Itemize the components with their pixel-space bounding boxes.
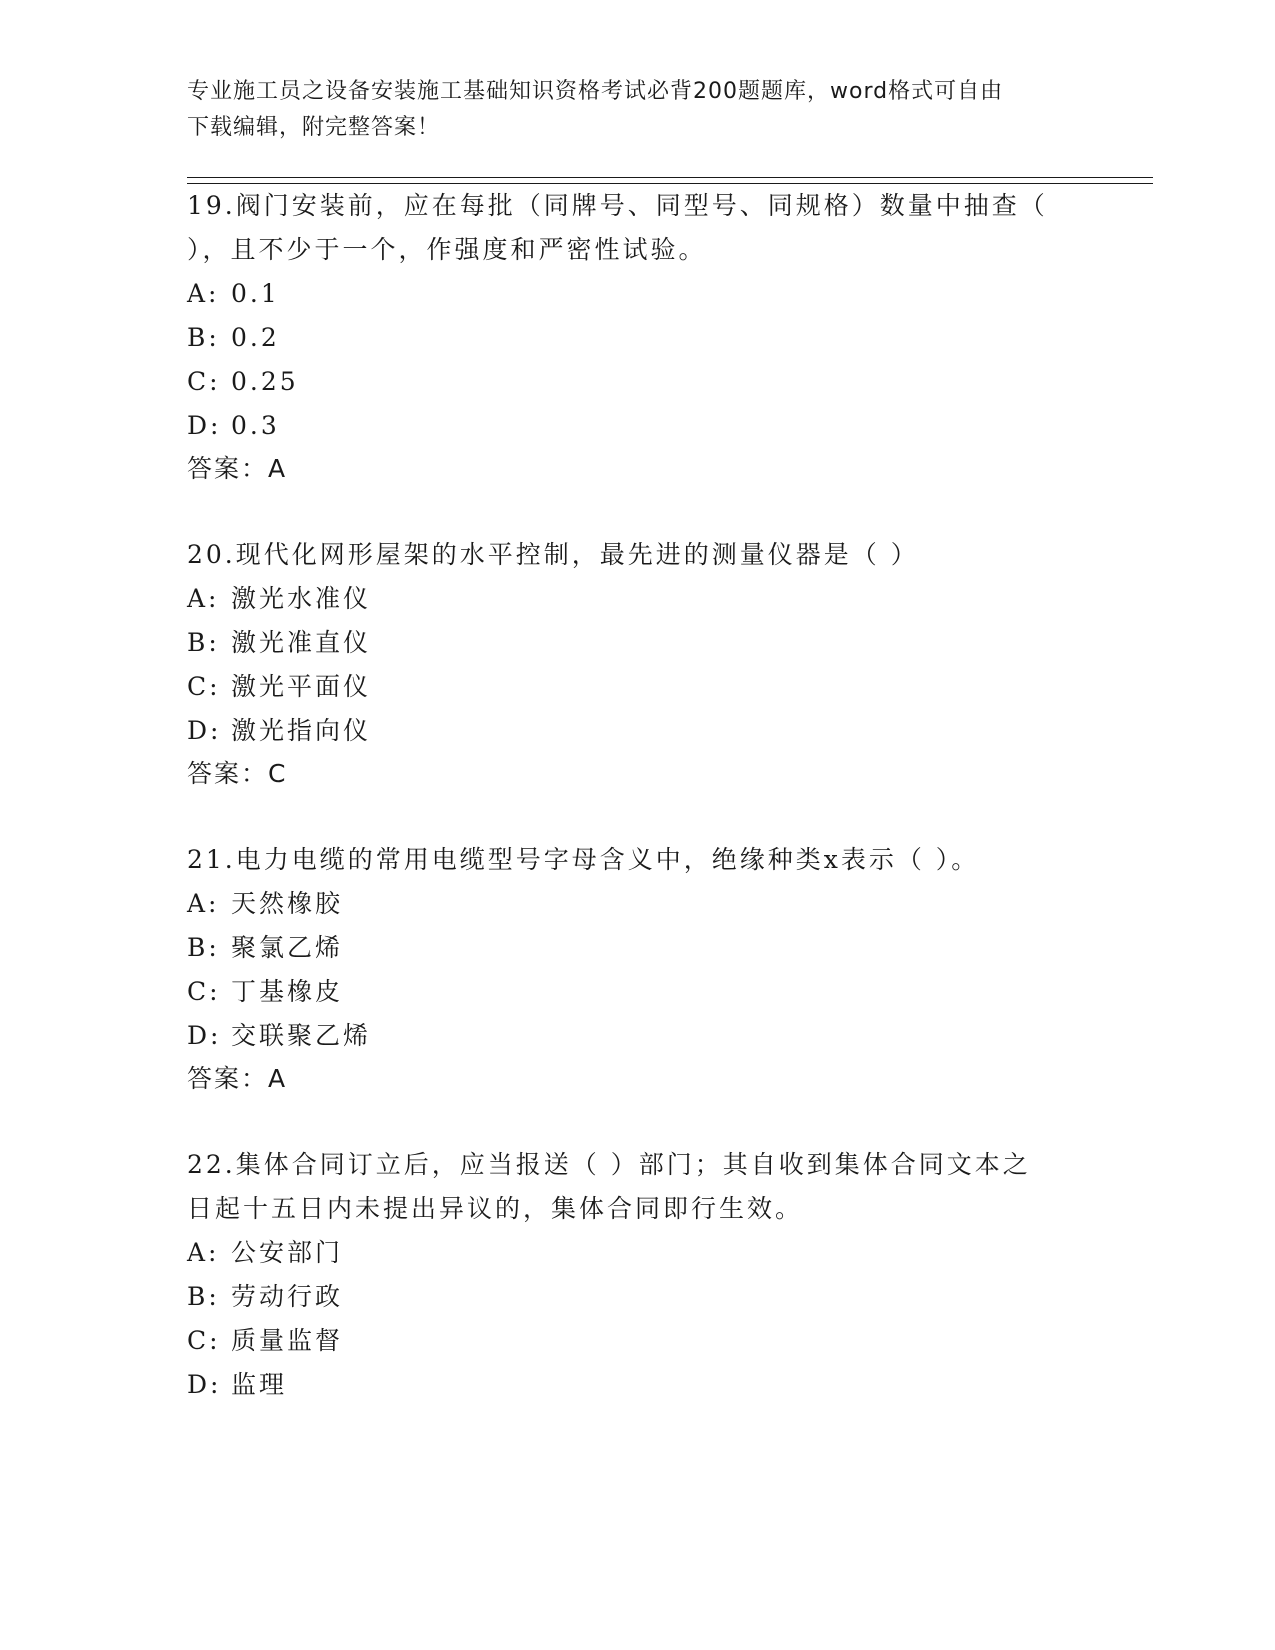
option-b [187, 323, 280, 353]
option-d [187, 716, 371, 746]
option-letter: A: [187, 279, 220, 308]
question-text-line: 21.电力电缆的常用电缆型号字母含义中，绝缘种类x表示（ ）。 [187, 845, 980, 874]
option-letter: C: [187, 977, 221, 1006]
option-text: 激光指向仪 [231, 716, 372, 745]
option-b [187, 628, 371, 658]
option-letter: B: [187, 628, 220, 657]
option-a [187, 1238, 343, 1268]
option-letter: C: [187, 672, 221, 701]
option-letter: B: [187, 1282, 220, 1311]
option-letter: D: [187, 1370, 222, 1399]
option-letter: C: [187, 367, 221, 396]
option-letter: C: [187, 1326, 221, 1355]
option-text: 激光准直仪 [231, 628, 372, 657]
option-b [187, 1282, 343, 1312]
option-text: 激光平面仪 [231, 672, 372, 701]
header-rule-top [187, 177, 1153, 178]
option-text: 0.2 [231, 323, 280, 352]
option-text: 丁基橡皮 [231, 977, 344, 1006]
answer-line: 答案：C [187, 759, 288, 788]
option-text: 天然橡胶 [231, 889, 344, 918]
option-a [187, 889, 343, 919]
question-text-line: 22.集体合同订立后，应当报送（ ）部门；其自收到集体合同文本之 [187, 1150, 1031, 1179]
option-text: 激光水准仪 [231, 584, 372, 613]
option-letter: D: [187, 716, 222, 745]
option-b [187, 933, 343, 963]
answer-line: 答案：A [187, 454, 288, 483]
question-text-line: 日起十五日内未提出异议的，集体合同即行生效。 [187, 1194, 804, 1223]
option-letter: A: [187, 1238, 220, 1267]
option-text: 质量监督 [231, 1326, 344, 1355]
option-c [187, 367, 299, 397]
header-rule-bottom [187, 183, 1153, 184]
option-c [187, 977, 343, 1007]
option-letter: A: [187, 584, 220, 613]
option-a [187, 584, 371, 614]
option-text: 聚氯乙烯 [231, 933, 344, 962]
option-d [187, 1370, 287, 1400]
header-line-1: 专业施工员之设备安装施工基础知识资格考试必背200题题库，word格式可自由 [187, 79, 1004, 104]
option-a [187, 279, 280, 309]
option-text: 0.3 [231, 411, 280, 440]
question-text-line: ），且不少于一个，作强度和严密性试验。 [187, 235, 707, 264]
option-letter: B: [187, 933, 220, 962]
answer-line: 答案：A [187, 1064, 288, 1093]
header-line-2: 下载编辑，附完整答案！ [187, 115, 441, 140]
option-letter: B: [187, 323, 220, 352]
option-text: 监理 [231, 1370, 288, 1399]
option-text: 公安部门 [231, 1238, 344, 1267]
option-d [187, 411, 280, 441]
option-text: 0.25 [231, 367, 299, 396]
option-letter: D: [187, 1021, 222, 1050]
option-c [187, 672, 371, 702]
document-header [187, 74, 1067, 146]
option-letter: A: [187, 889, 220, 918]
option-text: 劳动行政 [231, 1282, 344, 1311]
option-d [187, 1021, 371, 1051]
option-c [187, 1326, 343, 1356]
option-text: 交联聚乙烯 [231, 1021, 372, 1050]
question-text-line: 19.阀门安装前，应在每批（同牌号、同型号、同规格）数量中抽查（ [187, 191, 1048, 220]
option-text: 0.1 [231, 279, 280, 308]
option-letter: D: [187, 411, 222, 440]
question-text-line: 20.现代化网形屋架的水平控制，最先进的测量仪器是（ ） [187, 540, 919, 569]
